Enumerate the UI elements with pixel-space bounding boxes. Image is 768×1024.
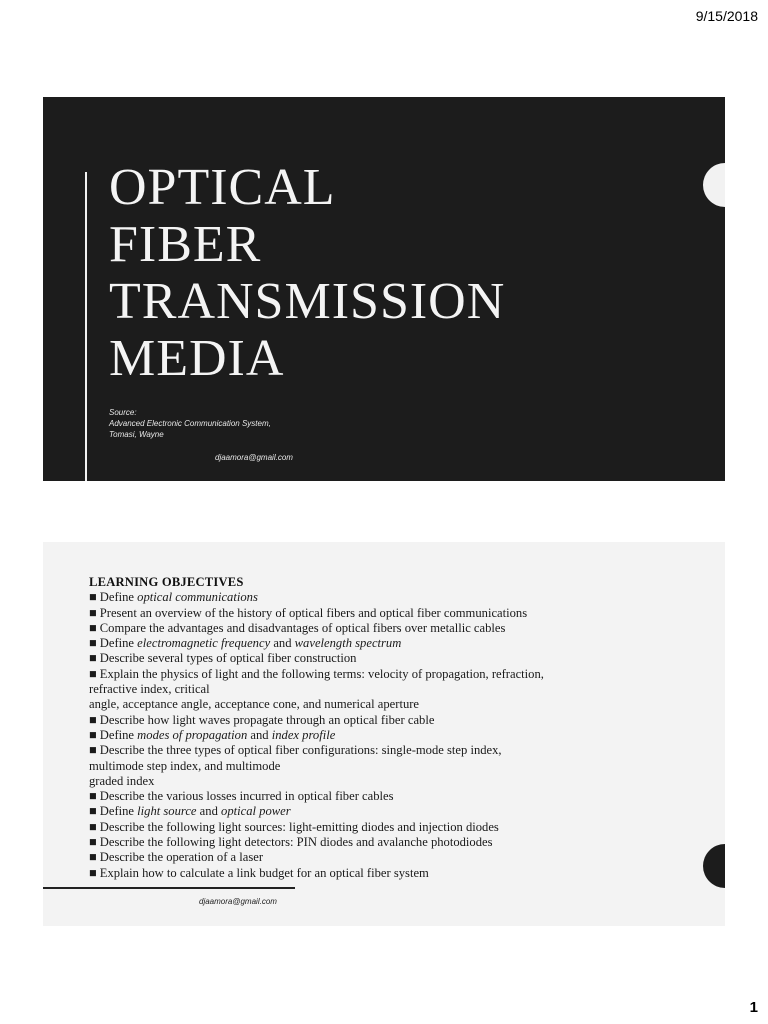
- emphasized-term: optical communications: [137, 590, 258, 605]
- objective-text: refractive index, critical: [89, 682, 210, 697]
- objective-text: ■ Describe the following light detectors: PIN diodes and avalanche photodiodes: [89, 835, 493, 850]
- source-line: Source:: [109, 408, 137, 417]
- objective-item: [89, 743, 689, 789]
- objective-text: ■ Describe several types of optical fiber construction: [89, 651, 357, 666]
- objectives-content: [89, 575, 689, 881]
- page-date: 9/15/2018: [695, 8, 758, 24]
- source-line: Advanced Electronic Communication System,: [109, 419, 271, 428]
- objective-text: ■ Describe the operation of a laser: [89, 850, 264, 865]
- objective-text: ■ Define: [89, 727, 138, 742]
- objective-line: [89, 743, 689, 758]
- objective-text: and: [247, 727, 272, 742]
- objective-item: [89, 606, 689, 621]
- objective-line: [89, 850, 689, 865]
- author-email: djaamora@gmail.com: [215, 453, 293, 462]
- objective-text: ■ Describe the three types of optical fiber configurations: single-mode step index,: [89, 743, 502, 758]
- objectives-heading: LEARNING OBJECTIVES: [89, 575, 244, 589]
- objective-line: [89, 820, 689, 835]
- source-line: Tomasi, Wayne: [109, 430, 164, 439]
- objective-line: [89, 651, 689, 666]
- objective-text: ■ Compare the advantages and disadvantages of optical fibers over metallic cables: [89, 620, 506, 635]
- objective-line: [89, 667, 689, 682]
- objective-line: [89, 804, 689, 819]
- objective-item: [89, 866, 689, 881]
- source-citation: [109, 407, 271, 440]
- objective-item: [89, 713, 689, 728]
- emphasized-term: modes of propagation: [137, 727, 248, 742]
- page-number: 1: [749, 999, 758, 1016]
- objective-text: ■ Present an overview of the history of optical fibers and optical fiber communications: [89, 605, 528, 620]
- objective-line: [89, 789, 689, 804]
- objective-line: [89, 835, 689, 850]
- title-line: OPTICAL: [109, 159, 336, 216]
- objective-line: [89, 759, 689, 774]
- objective-item: [89, 651, 689, 666]
- objective-item: [89, 728, 689, 743]
- title-line: FIBER: [109, 216, 262, 273]
- objective-line: [89, 697, 689, 712]
- emphasized-term: electromagnetic frequency: [137, 636, 271, 651]
- objective-item: [89, 835, 689, 850]
- objective-text: ■ Explain the physics of light and the following terms: velocity of propagation, refraction,: [89, 666, 544, 681]
- objective-text: and: [196, 804, 222, 819]
- objective-line: [89, 774, 689, 789]
- objective-text: multimode step index, and multimode: [89, 758, 281, 773]
- objective-text: and: [270, 636, 295, 651]
- emphasized-term: optical power: [221, 804, 291, 819]
- objective-line: [89, 621, 689, 636]
- objective-text: ■ Describe the following light sources: light-emitting diodes and injection diodes: [89, 819, 499, 834]
- title-line: TRANSMISSION: [109, 273, 506, 330]
- objectives-list: [89, 590, 689, 881]
- objective-text: graded index: [89, 773, 155, 788]
- objective-item: [89, 590, 689, 605]
- objective-item: [89, 820, 689, 835]
- objective-item: [89, 636, 689, 651]
- semicircle-decoration: [703, 163, 725, 207]
- objective-text: ■ Define: [89, 636, 138, 651]
- objective-text: ■ Describe the various losses incurred in optical fiber cables: [89, 789, 394, 804]
- emphasized-term: index profile: [271, 727, 336, 742]
- objective-line: [89, 713, 689, 728]
- author-email: djaamora@gmail.com: [199, 897, 277, 906]
- semicircle-decoration: [703, 844, 725, 888]
- divider-line: [43, 887, 295, 889]
- emphasized-term: light source: [137, 804, 197, 819]
- vertical-accent-line: [85, 172, 87, 481]
- objective-text: angle, acceptance angle, acceptance cone, and numerical aperture: [89, 697, 420, 712]
- objective-text: ■ Define: [89, 804, 138, 819]
- objective-item: [89, 667, 689, 713]
- objective-line: [89, 866, 689, 881]
- objective-item: [89, 621, 689, 636]
- emphasized-term: wavelength spectrum: [294, 636, 402, 651]
- title-line: MEDIA: [109, 330, 285, 387]
- objective-line: [89, 636, 689, 651]
- objective-line: [89, 682, 689, 697]
- objectives-slide: [43, 542, 725, 926]
- objective-line: [89, 590, 689, 605]
- objective-item: [89, 789, 689, 804]
- objective-item: [89, 804, 689, 819]
- objective-line: [89, 606, 689, 621]
- objective-text: ■ Explain how to calculate a link budget for an optical fiber system: [89, 865, 429, 880]
- objective-text: ■ Define: [89, 590, 138, 605]
- objective-text: ■ Describe how light waves propagate through an optical fiber cable: [89, 712, 435, 727]
- objective-line: [89, 728, 689, 743]
- slide-title: [109, 159, 505, 387]
- title-slide: [43, 97, 725, 481]
- objective-item: [89, 850, 689, 865]
